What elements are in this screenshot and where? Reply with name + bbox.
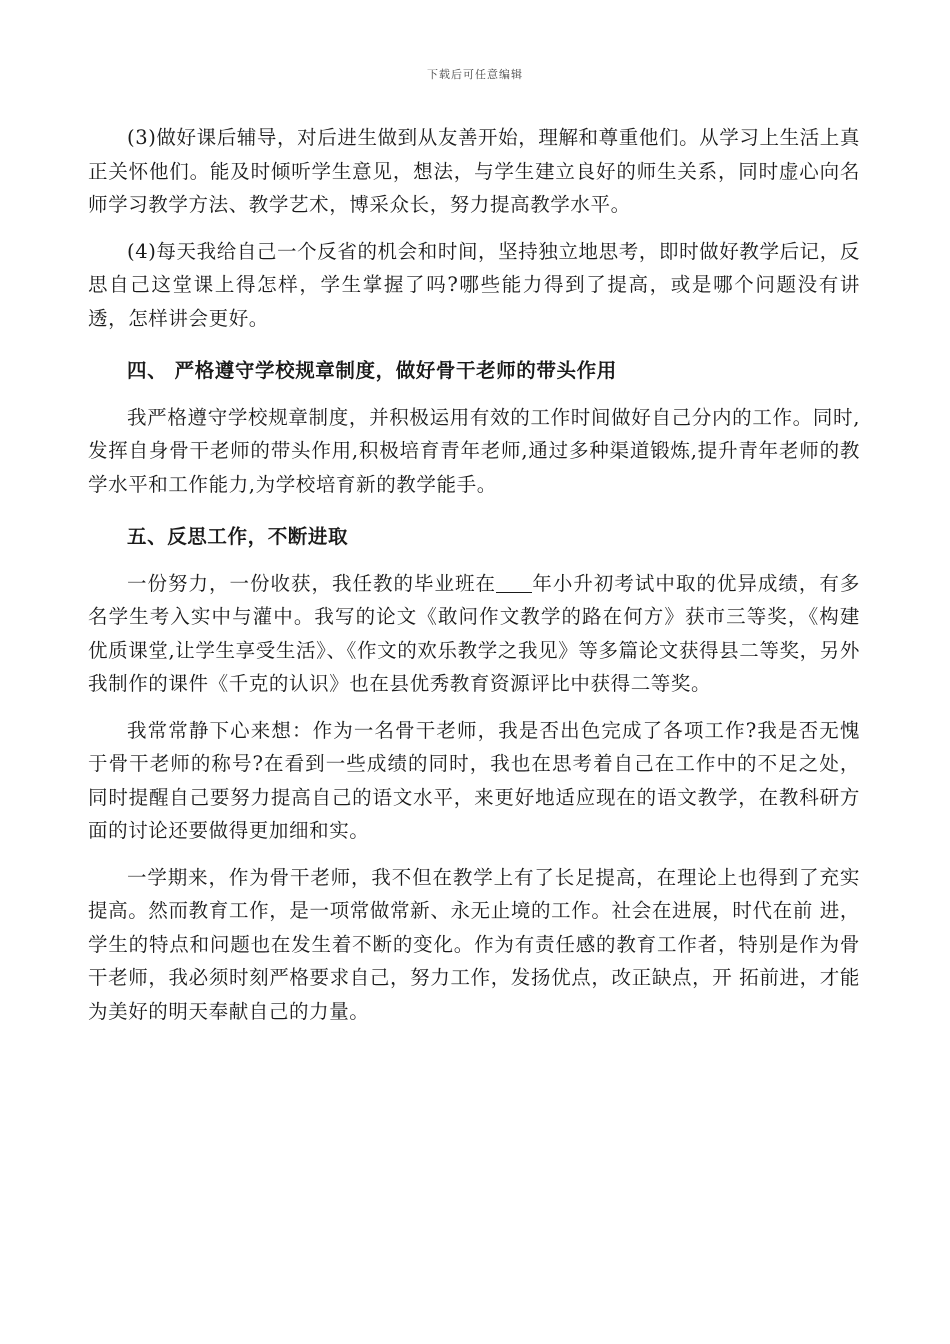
paragraph-rules: 我严格遵守学校规章制度，并积极运用有效的工作时间做好自己分内的工作。同时,发挥自身骨干老师的带头作用,积极培育青年老师,通过多种渠道锻炼,提升青年老师的教学水平和工作能力,为学校培育新的教学能手。	[88, 405, 860, 496]
paragraph-achievements	[88, 567, 860, 701]
achievements-text-end: 年小升初考试中取的优异成绩，有多名学生考入实中与灌中。我写的论文《敢问作文教学的路在何方》获市三等奖，《构建优质课堂,让学生享受生活》、《作文的欢乐教学之我见》等多篇论文获得县二等奖，另外我制作的课件《千克的认识》也在县优秀教育资源评比中获得二等奖。	[88, 571, 860, 695]
paragraph-3: (3)做好课后辅导，对后进生做到从友善开始，理解和尊重他们。从学习上生活上真正关怀他们。能及时倾听学生意见，想法，与学生建立良好的师生关系，同时虚心向名师学习教学方法、教学艺术，博采众长，努力提高教学水平。	[88, 126, 860, 216]
section-heading-4: 四、 严格遵守学校规章制度，做好骨干老师的带头作用	[127, 359, 617, 382]
paragraph-4: (4)每天我给自己一个反省的机会和时间，坚持独立地思考，即时做好教学后记，反思自己这堂课上得怎样，学生掌握了吗?哪些能力得到了提高，或是哪个问题没有讲透，怎样讲会更好。	[88, 239, 860, 330]
paragraph-reflection: 我常常静下心来想：作为一名骨干老师，我是否出色完成了各项工作?我是否无愧于骨干老师的称号?在看到一些成绩的同时，我也在思考着自己在工作中的不足之处，同时提醒自己要努力提高自己的语文水平，来更好地适应现在的语文教学，在教科研方面的讨论还要做得更加细和实。	[88, 718, 860, 842]
year-blank	[496, 572, 532, 593]
paragraph-conclusion: 一学期来，作为骨干老师，我不但在教学上有了长足提高，在理论上也得到了充实提高。然而教育工作，是一项常做常新、永无止境的工作。社会在进展，时代在前 进，学生的特点和问题也在发生着不断的变化。作为有责任感的教育工作者，特别是作为骨干老师，我必须时刻严格要求自己，努力工作，发扬优点，改正缺点，开 拓前进，才能为美好的明天奉献自己的力量。	[88, 865, 860, 1023]
achievements-text-start: 一份努力，一份收获，我任教的毕业班在	[127, 571, 496, 595]
section-heading-5: 五、反思工作，不断进取	[127, 525, 349, 548]
header-note: 下载后可任意编辑	[427, 68, 523, 81]
document-body	[88, 121, 860, 1028]
